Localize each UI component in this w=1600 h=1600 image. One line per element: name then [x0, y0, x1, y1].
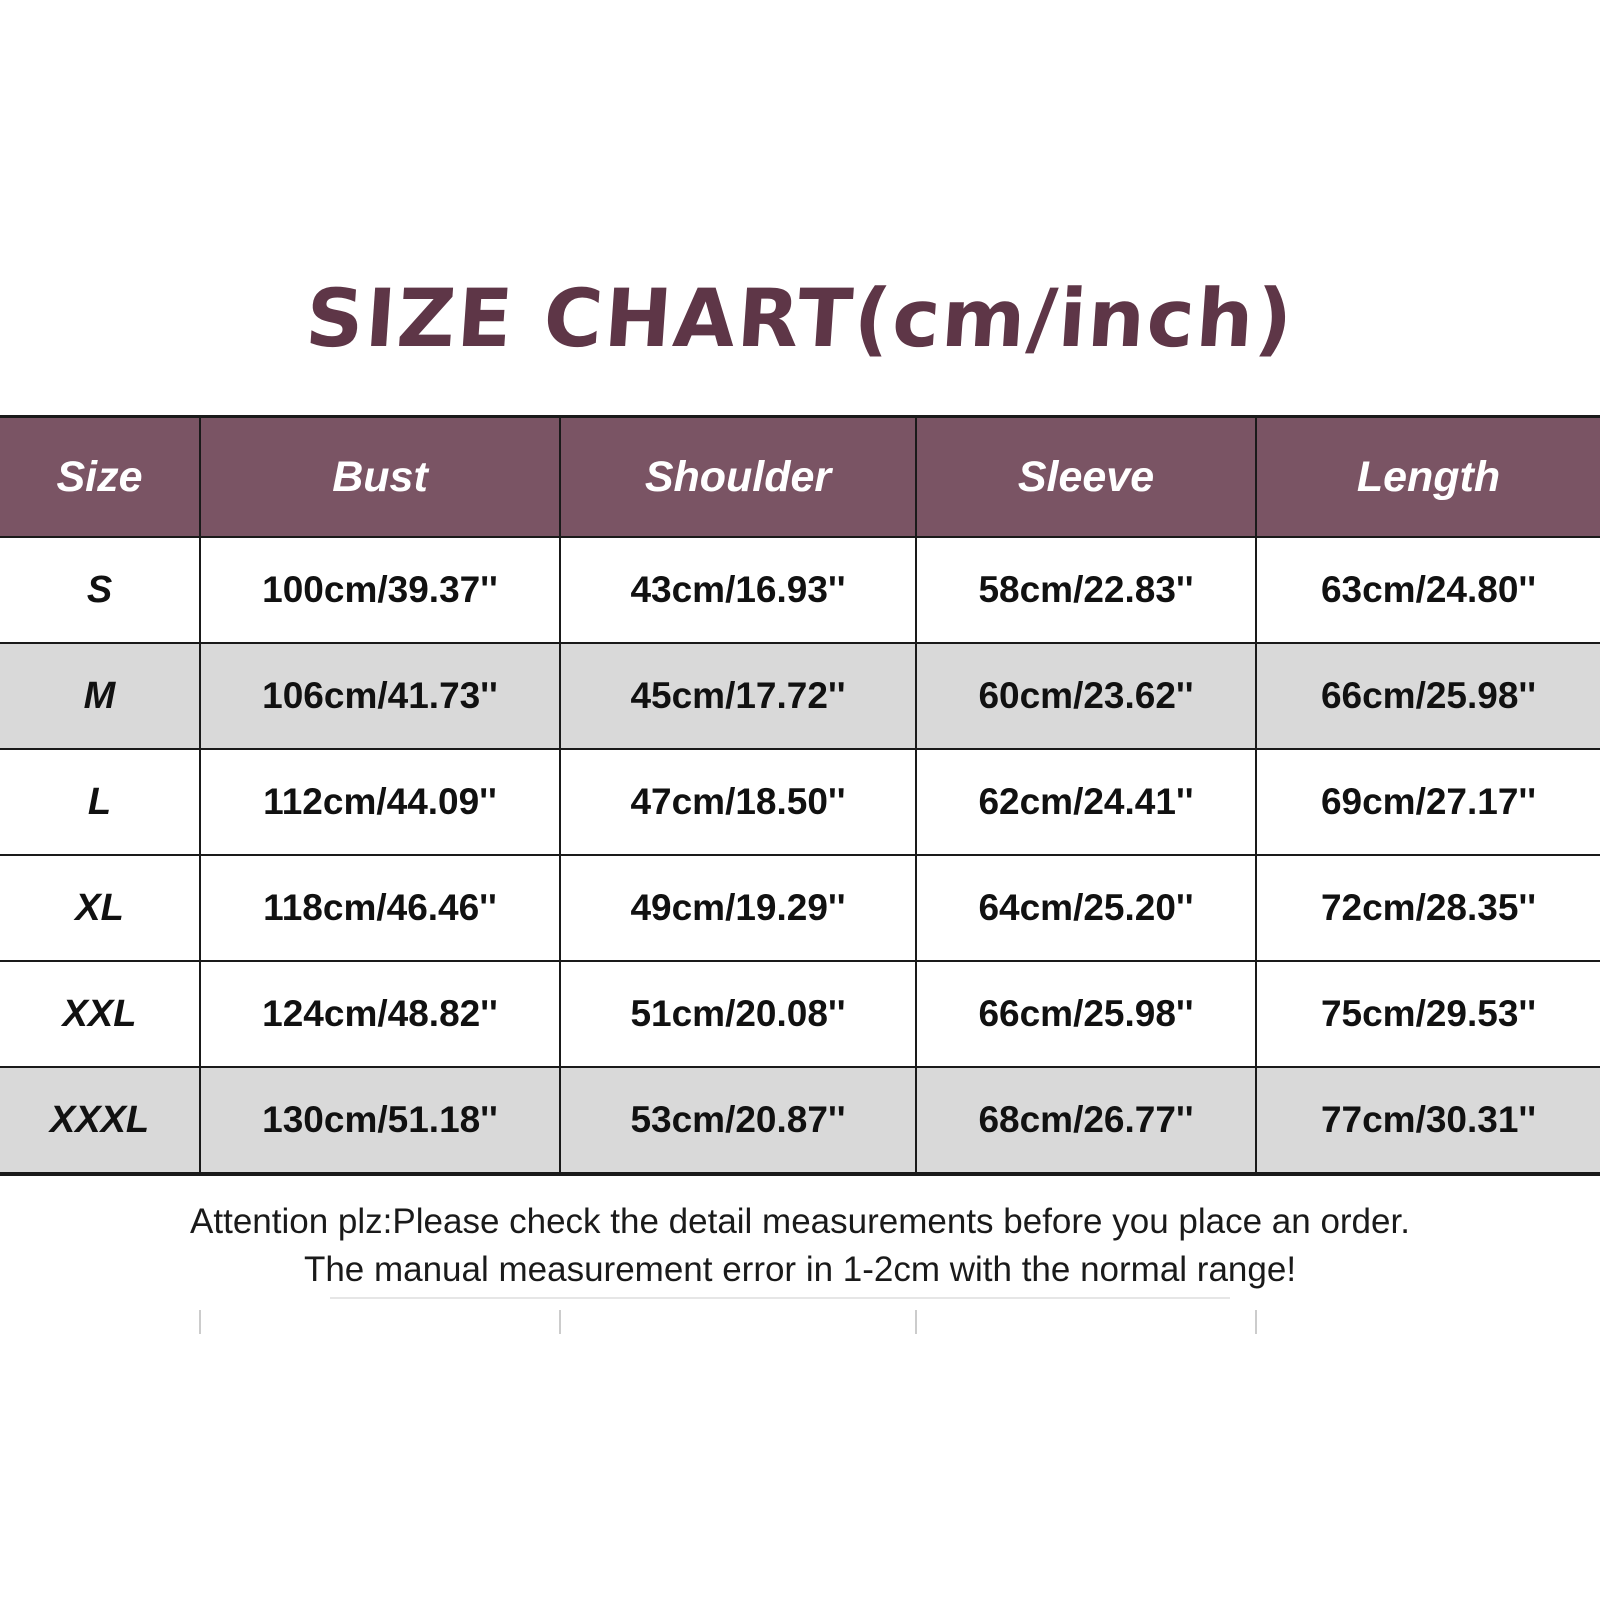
table-cell: 66cm/25.98''	[916, 961, 1256, 1067]
row-label-l: L	[0, 749, 200, 855]
table-cell: 43cm/16.93''	[560, 537, 916, 643]
table-cell: 68cm/26.77''	[916, 1067, 1256, 1174]
table-cell: 118cm/46.46''	[200, 855, 560, 961]
table-cell: 69cm/27.17''	[1256, 749, 1600, 855]
table-row-m	[0, 643, 1600, 749]
table-cell: 63cm/24.80''	[1256, 537, 1600, 643]
table-cell: 77cm/30.31''	[1256, 1067, 1600, 1174]
table-cell: 100cm/39.37''	[200, 537, 560, 643]
table-cell: 60cm/23.62''	[916, 643, 1256, 749]
table-cell: 51cm/20.08''	[560, 961, 916, 1067]
column-header-bust: Bust	[200, 417, 560, 538]
table-cell: 106cm/41.73''	[200, 643, 560, 749]
table-cell: 75cm/29.53''	[1256, 961, 1600, 1067]
table-cell: 49cm/19.29''	[560, 855, 916, 961]
table-row-xxxl	[0, 1067, 1600, 1174]
faded-artifact-line	[199, 1310, 201, 1334]
column-header-size: Size	[0, 417, 200, 538]
column-header-shoulder: Shoulder	[560, 417, 916, 538]
faded-artifact-line	[559, 1310, 561, 1334]
attention-note-line1: Attention plz:Please check the detail measurements before you place an order.	[190, 1202, 1410, 1241]
table-cell: 64cm/25.20''	[916, 855, 1256, 961]
table-header-row	[0, 417, 1600, 538]
table-row-l	[0, 749, 1600, 855]
size-chart-table	[0, 415, 1600, 1176]
table-cell: 112cm/44.09''	[200, 749, 560, 855]
table-cell: 62cm/24.41''	[916, 749, 1256, 855]
table-cell: 72cm/28.35''	[1256, 855, 1600, 961]
table-cell: 47cm/18.50''	[560, 749, 916, 855]
table-row-xl	[0, 855, 1600, 961]
table-cell: 53cm/20.87''	[560, 1067, 916, 1174]
attention-note	[0, 1198, 1600, 1294]
table-row-xxl	[0, 961, 1600, 1067]
faded-artifact-line	[330, 1297, 1230, 1299]
column-header-sleeve: Sleeve	[916, 417, 1256, 538]
column-header-length: Length	[1256, 417, 1600, 538]
faded-artifact-line	[1255, 1310, 1257, 1334]
row-label-m: M	[0, 643, 200, 749]
table-cell: 66cm/25.98''	[1256, 643, 1600, 749]
row-label-xxl: XXL	[0, 961, 200, 1067]
table-cell: 45cm/17.72''	[560, 643, 916, 749]
table-cell: 130cm/51.18''	[200, 1067, 560, 1174]
table-row-s	[0, 537, 1600, 643]
table-cell: 124cm/48.82''	[200, 961, 560, 1067]
table-cell: 58cm/22.83''	[916, 537, 1256, 643]
row-label-s: S	[0, 537, 200, 643]
page-title: SIZE CHART(cm/inch)	[302, 272, 1298, 365]
row-label-xxxl: XXXL	[0, 1067, 200, 1174]
faded-artifact-line	[915, 1310, 917, 1334]
attention-note-line2: The manual measurement error in 1-2cm with the normal range!	[303, 1250, 1297, 1289]
row-label-xl: XL	[0, 855, 200, 961]
